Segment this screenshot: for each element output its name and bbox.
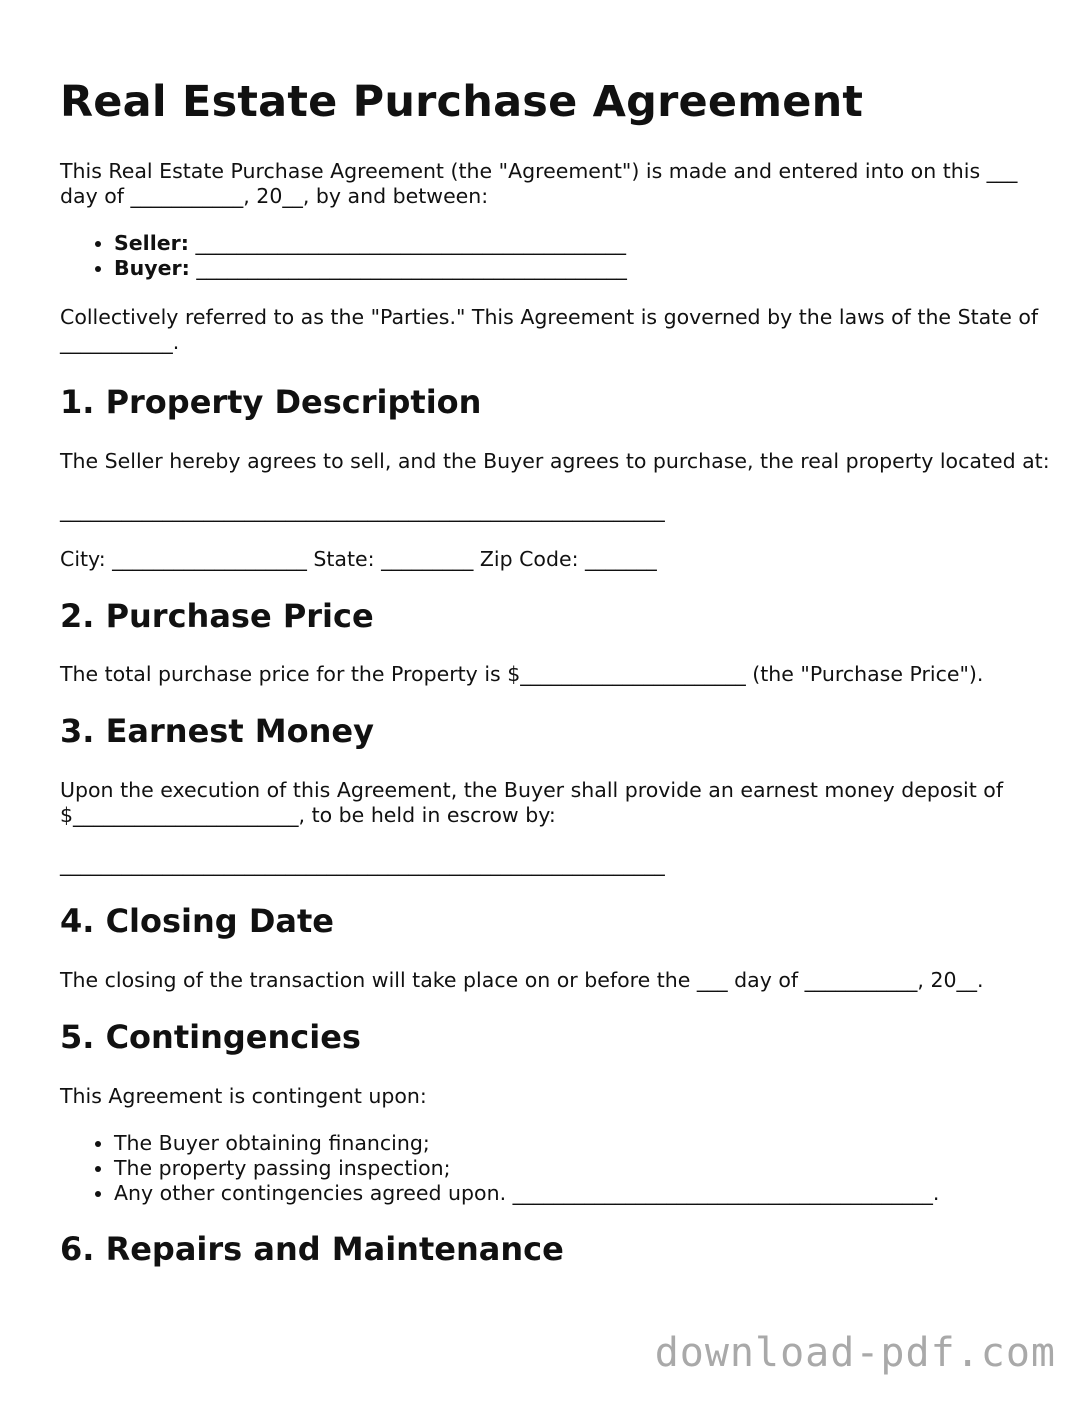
party-label-buyer: Buyer:	[114, 256, 190, 280]
contingencies-list	[60, 1131, 1050, 1206]
document-page	[60, 0, 1050, 1268]
section-heading-closing: 4. Closing Date	[60, 902, 334, 940]
property-address-line: ___________________________________________________________	[60, 498, 665, 522]
list-item	[114, 231, 1050, 256]
intro-paragraph: This Real Estate Purchase Agreement (the "Agreement") is made and entered into on this ___ day of ___________, 20__, by and between:	[60, 159, 1018, 208]
section-heading-price: 2. Purchase Price	[60, 597, 374, 635]
party-label-seller: Seller:	[114, 231, 189, 255]
earnest-paragraph: Upon the execution of this Agreement, the Buyer shall provide an earnest money deposit of $______________________, to be held in escrow by:	[60, 778, 1004, 827]
closing-paragraph: The closing of the transaction will take place on or before the ___ day of ___________, 20__.	[60, 968, 984, 992]
parties-list	[60, 231, 1050, 281]
list-item: • The Buyer obtaining financing;	[114, 1131, 1050, 1156]
list-item	[114, 256, 1050, 281]
seller-blank: __________________________________________	[188, 231, 626, 255]
section-heading-earnest: 3. Earnest Money	[60, 712, 374, 750]
section-heading-property: 1. Property Description	[60, 383, 482, 421]
collective-paragraph: Collectively referred to as the "Parties." This Agreement is governed by the laws of the State of ___________.	[60, 305, 1039, 354]
escrow-agent-line: ___________________________________________________________	[60, 852, 665, 876]
watermark-text: download-pdf.com	[654, 1330, 1056, 1376]
buyer-blank: __________________________________________	[189, 256, 627, 280]
list-item: • The property passing inspection;	[114, 1156, 1050, 1181]
list-item: • Any other contingencies agreed upon. _________________________________________.	[114, 1181, 1050, 1206]
city-state-zip-line: City: ___________________ State: _________ Zip Code: _______	[60, 547, 657, 571]
contingencies-paragraph: This Agreement is contingent upon:	[60, 1084, 427, 1108]
section-heading-repairs: 6. Repairs and Maintenance	[60, 1230, 564, 1268]
document-title: Real Estate Purchase Agreement	[60, 77, 864, 127]
price-paragraph: The total purchase price for the Property is $______________________ (the "Purchase Price").	[60, 662, 984, 686]
section-heading-contingencies: 5. Contingencies	[60, 1018, 361, 1056]
property-paragraph: The Seller hereby agrees to sell, and the Buyer agrees to purchase, the real property located at:	[60, 449, 1050, 473]
